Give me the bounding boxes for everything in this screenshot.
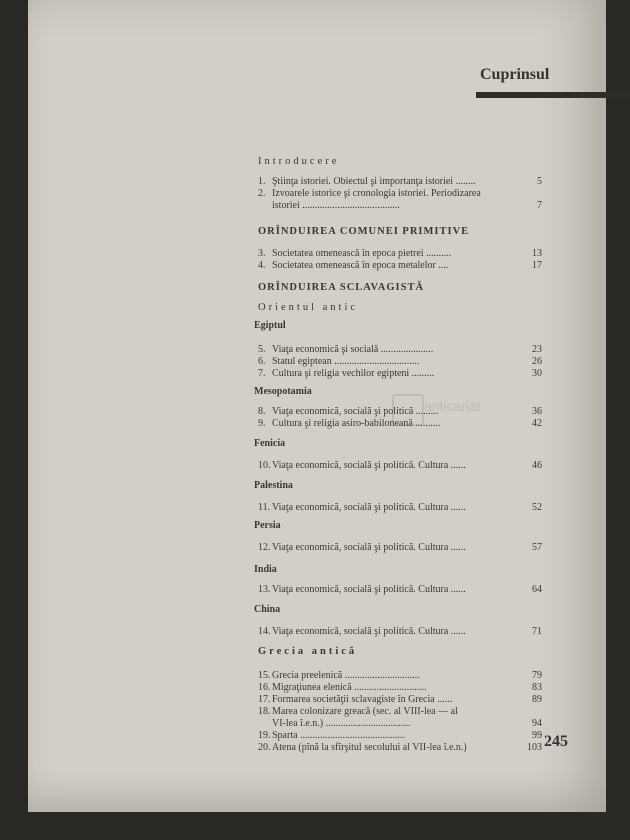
entry-text: Formarea societăţii sclavagiste în Grecia ......: [272, 694, 453, 705]
toc-entry: [258, 730, 542, 741]
entry-page: 17: [532, 260, 542, 271]
entry-text: Ştiinţa istoriei. Obiectul şi importanţa istoriei ........: [272, 176, 476, 187]
toc-entry: [258, 706, 542, 717]
entry-page: 57: [532, 542, 542, 553]
entry-page: 46: [532, 460, 542, 471]
section-introducere: Introducere: [258, 156, 340, 167]
subsection-china: China: [254, 604, 281, 615]
entry-text: Viaţa economică, socială şi politică. Cultura ......: [272, 542, 466, 553]
toc-entry: [258, 200, 542, 211]
entry-num: 1.: [258, 176, 266, 187]
entry-num: 6.: [258, 356, 266, 367]
toc-entry: [258, 542, 542, 553]
entry-text: Viaţa economică, socială şi politică .........: [272, 406, 439, 417]
entry-num: 7.: [258, 368, 266, 379]
entry-text: Viaţa economică, socială şi politică. Cultura ......: [272, 584, 466, 595]
entry-text: istoriei .......................................: [272, 200, 400, 211]
page-number: 245: [544, 733, 568, 750]
book-page: [28, 0, 606, 812]
entry-page: 83: [532, 682, 542, 693]
entry-num: 4.: [258, 260, 266, 271]
entry-num: 2.: [258, 188, 266, 199]
entry-num: 17.: [258, 694, 271, 705]
entry-page: 89: [532, 694, 542, 705]
entry-page: 36: [532, 406, 542, 417]
toc-entry: [258, 694, 542, 705]
entry-num: 3.: [258, 248, 266, 259]
toc-entry: [258, 344, 542, 355]
entry-text: Statul egiptean ..................................: [272, 356, 420, 367]
entry-page: 99: [532, 730, 542, 741]
entry-text: Societatea omenească în epoca metalelor ....: [272, 260, 449, 271]
entry-page: 103: [527, 742, 542, 753]
entry-num: 5.: [258, 344, 266, 355]
subsection-persia: Persia: [254, 520, 281, 531]
section-sclavagista: ORÎNDUIREA SCLAVAGISTĂ: [258, 282, 425, 293]
entry-num: 19.: [258, 730, 271, 741]
toc-entry: [258, 670, 542, 681]
entry-num: 10.: [258, 460, 271, 471]
entry-text: Izvoarele istorice şi cronologia istoriei. Periodizarea: [272, 188, 481, 199]
toc-entry: [258, 260, 542, 271]
toc-entry: [258, 502, 542, 513]
entry-num: 9.: [258, 418, 266, 429]
entry-page: [520, 188, 542, 199]
entry-num: [258, 200, 272, 211]
entry-num: [258, 718, 272, 729]
entry-page: 64: [532, 584, 542, 595]
entry-text: Societatea omenească în epoca pietrei ..........: [272, 248, 452, 259]
section-grecia-antica: Grecia antică: [258, 646, 358, 657]
watermark-box-icon: [392, 394, 424, 426]
entry-page: 52: [532, 502, 542, 513]
subsection-palestina: Palestina: [254, 480, 293, 491]
subsection-fenicia: Fenicia: [254, 438, 286, 449]
entry-num: 18.: [258, 706, 271, 717]
entry-num: 14.: [258, 626, 271, 637]
toc-entry: [258, 176, 542, 187]
entry-num: 8.: [258, 406, 266, 417]
entry-page: 71: [532, 626, 542, 637]
watermark-text: anticariat: [424, 398, 481, 414]
entry-page: 5: [537, 176, 542, 187]
entry-page: 42: [532, 418, 542, 429]
entry-page: 30: [532, 368, 542, 379]
entry-text: Cultura şi religia vechilor egipteni .........: [272, 368, 435, 379]
entry-text: Marea colonizare greacă (sec. al VIII-lea — al: [272, 706, 458, 717]
entry-text: Migraţiunea elenică .............................: [272, 682, 427, 693]
subsection-india: India: [254, 564, 277, 575]
entry-text: Cultura şi religia asiro-babiloneană ..........: [272, 418, 441, 429]
toc-entry: [258, 584, 542, 595]
entry-page: 23: [532, 344, 542, 355]
toc-entry: [258, 626, 542, 637]
entry-text: Atena (pînă la sfîrşitul secolului al VII-lea î.e.n.): [272, 742, 467, 753]
subsection-mesopotamia: Mesopotamia: [254, 386, 312, 397]
entry-num: 12.: [258, 542, 271, 553]
entry-text: Sparta ..........................................: [272, 730, 406, 741]
entry-text: Viaţa economică, socială şi politică. Cultura ......: [272, 502, 466, 513]
page-title: Cuprinsul: [480, 66, 550, 83]
entry-num: 11.: [258, 502, 271, 513]
toc-entry: [258, 682, 542, 693]
entry-text: Viaţa economică, socială şi politică. Cultura ......: [272, 460, 466, 471]
section-comuna-primitiva: ORÎNDUIREA COMUNEI PRIMITIVE: [258, 226, 470, 237]
entry-page: 7: [537, 200, 542, 211]
entry-num: 15.: [258, 670, 271, 681]
toc-entry: [258, 356, 542, 367]
entry-num: 20.: [258, 742, 271, 753]
entry-text: Grecia preelenică ..............................: [272, 670, 420, 681]
entry-page: 79: [532, 670, 542, 681]
section-orientul-antic: Orientul antic: [258, 302, 359, 313]
toc-entry: [258, 718, 542, 729]
watermark-logo: [392, 386, 532, 436]
entry-text: Viaţa economică, socială şi politică. Cultura ......: [272, 626, 466, 637]
entry-page: 13: [532, 248, 542, 259]
toc-entry: [258, 368, 542, 379]
entry-num: 13.: [258, 584, 271, 595]
entry-page: 94: [532, 718, 542, 729]
entry-page: 26: [532, 356, 542, 367]
subsection-egiptul: Egiptul: [254, 320, 286, 331]
entry-page: [520, 706, 542, 717]
toc-entry: [258, 188, 542, 199]
entry-text: Viaţa economică şi socială .....................: [272, 344, 434, 355]
toc-entry: [258, 248, 542, 259]
header-rule: [476, 92, 630, 98]
toc-entry: [258, 742, 542, 753]
entry-num: 16.: [258, 682, 271, 693]
entry-text: VI-lea î.e.n.) ..................................: [272, 718, 411, 729]
toc-entry: [258, 460, 542, 471]
